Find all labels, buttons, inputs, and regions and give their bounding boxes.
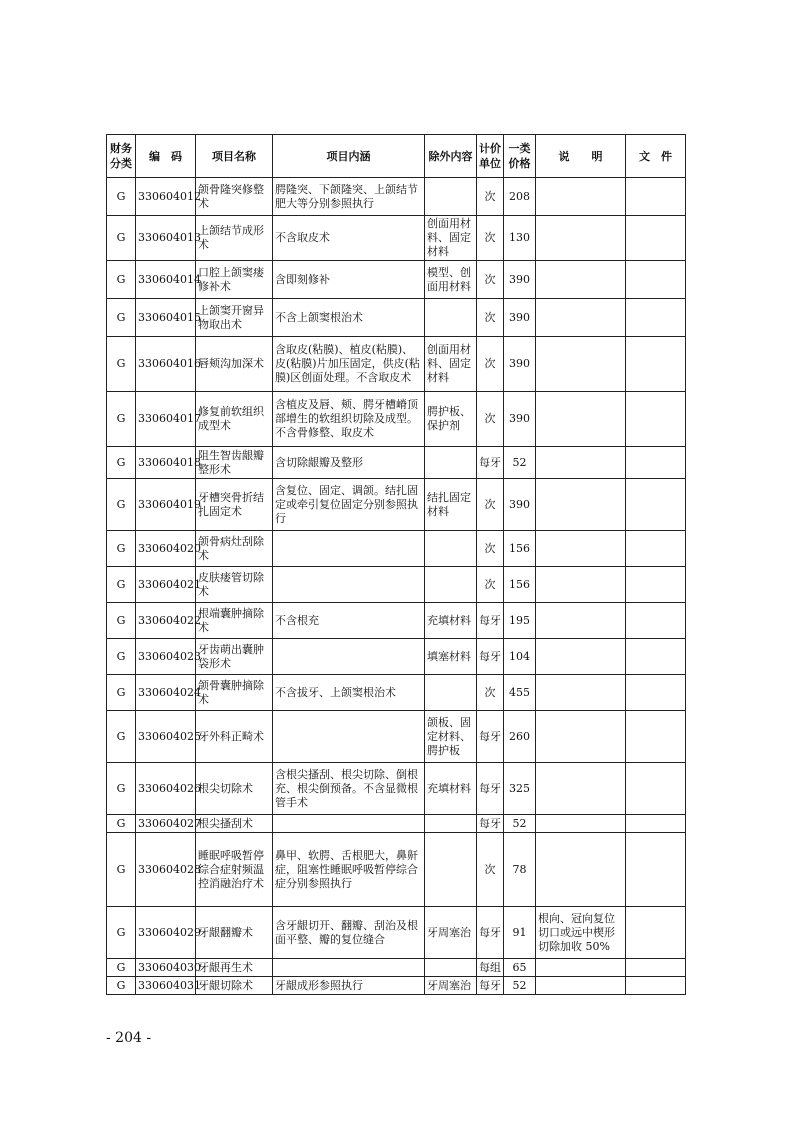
table-row xyxy=(107,216,686,261)
cell-exclusions: 充填材料 xyxy=(425,763,477,815)
cell-category: G xyxy=(107,833,136,907)
cell-code: 330604025 xyxy=(136,711,196,763)
cell-name: 阻生智齿龈瓣整形术 xyxy=(196,447,273,479)
cell-document xyxy=(626,815,686,833)
cell-code: 330604014 xyxy=(136,261,196,299)
header-category: 财务分类 xyxy=(107,135,136,178)
cell-document xyxy=(626,711,686,763)
cell-price: 390 xyxy=(504,479,536,531)
cell-exclusions: 模型、创面用材料 xyxy=(425,261,477,299)
table-row xyxy=(107,907,686,959)
cell-price: 156 xyxy=(504,531,536,567)
header-unit: 计价单位 xyxy=(477,135,504,178)
cell-unit: 每牙 xyxy=(477,977,504,995)
cell-content xyxy=(273,815,425,833)
header-notes: 说 明 xyxy=(536,135,626,178)
cell-document xyxy=(626,675,686,711)
cell-notes xyxy=(536,479,626,531)
header-code: 编 码 xyxy=(136,135,196,178)
header-row xyxy=(107,135,686,178)
price-table xyxy=(106,134,686,995)
cell-content: 不含拔牙、上颌窦根治术 xyxy=(273,675,425,711)
cell-price: 104 xyxy=(504,639,536,675)
header-content: 项目内涵 xyxy=(273,135,425,178)
cell-price: 208 xyxy=(504,178,536,216)
cell-code: 330604030 xyxy=(136,959,196,977)
cell-code: 330604019 xyxy=(136,479,196,531)
header-price: 一类价格 xyxy=(504,135,536,178)
cell-exclusions: 创面用材料、固定材料 xyxy=(425,337,477,392)
cell-exclusions xyxy=(425,567,477,603)
cell-exclusions xyxy=(425,959,477,977)
table-row xyxy=(107,178,686,216)
cell-code: 330604012 xyxy=(136,178,196,216)
cell-unit: 次 xyxy=(477,337,504,392)
cell-exclusions xyxy=(425,815,477,833)
cell-category: G xyxy=(107,959,136,977)
cell-code: 330604021 xyxy=(136,567,196,603)
cell-content: 不含上颌窦根治术 xyxy=(273,299,425,337)
header-exclusions: 除外内容 xyxy=(425,135,477,178)
table-row xyxy=(107,959,686,977)
cell-content: 不含取皮术 xyxy=(273,216,425,261)
cell-exclusions xyxy=(425,299,477,337)
cell-notes xyxy=(536,178,626,216)
cell-name: 牙龈翻瓣术 xyxy=(196,907,273,959)
cell-unit: 次 xyxy=(477,299,504,337)
cell-notes xyxy=(536,675,626,711)
cell-code: 330604013 xyxy=(136,216,196,261)
cell-notes: 根向、冠向复位切口或远中楔形切除加收 50% xyxy=(536,907,626,959)
cell-category: G xyxy=(107,178,136,216)
cell-exclusions: 颌板、固定材料、腭护板 xyxy=(425,711,477,763)
cell-unit: 每牙 xyxy=(477,639,504,675)
cell-name: 根尖搔刮术 xyxy=(196,815,273,833)
cell-document xyxy=(626,479,686,531)
table-row xyxy=(107,603,686,639)
cell-notes xyxy=(536,815,626,833)
cell-category: G xyxy=(107,977,136,995)
cell-name: 口腔上颌窦瘘修补术 xyxy=(196,261,273,299)
cell-document xyxy=(626,763,686,815)
cell-unit: 每牙 xyxy=(477,763,504,815)
cell-notes xyxy=(536,833,626,907)
cell-price: 455 xyxy=(504,675,536,711)
cell-price: 195 xyxy=(504,603,536,639)
cell-unit: 次 xyxy=(477,392,504,447)
cell-category: G xyxy=(107,337,136,392)
cell-document xyxy=(626,337,686,392)
cell-price: 52 xyxy=(504,815,536,833)
cell-name: 修复前软组织成型术 xyxy=(196,392,273,447)
cell-code: 330604024 xyxy=(136,675,196,711)
cell-code: 330604018 xyxy=(136,447,196,479)
cell-code: 330604023 xyxy=(136,639,196,675)
cell-code: 330604031 xyxy=(136,977,196,995)
cell-document xyxy=(626,531,686,567)
cell-name: 唇颊沟加深术 xyxy=(196,337,273,392)
cell-category: G xyxy=(107,603,136,639)
cell-code: 330604017 xyxy=(136,392,196,447)
table-row xyxy=(107,479,686,531)
cell-notes xyxy=(536,959,626,977)
cell-document xyxy=(626,833,686,907)
cell-category: G xyxy=(107,479,136,531)
page-number: - 204 - xyxy=(106,1030,152,1046)
cell-document xyxy=(626,261,686,299)
cell-code: 330604015 xyxy=(136,299,196,337)
cell-exclusions xyxy=(425,675,477,711)
cell-category: G xyxy=(107,711,136,763)
table-row xyxy=(107,977,686,995)
cell-name: 根尖切除术 xyxy=(196,763,273,815)
cell-name: 睡眠呼吸暂停综合症射频温控消融治疗术 xyxy=(196,833,273,907)
cell-category: G xyxy=(107,531,136,567)
cell-code: 330604026 xyxy=(136,763,196,815)
cell-notes xyxy=(536,711,626,763)
cell-content: 含根尖搔刮、根尖切除、倒根充、根尖倒预备。不含显微根管手术 xyxy=(273,763,425,815)
cell-unit: 次 xyxy=(477,216,504,261)
cell-exclusions: 充填材料 xyxy=(425,603,477,639)
cell-category: G xyxy=(107,447,136,479)
cell-exclusions: 牙周塞治 xyxy=(425,977,477,995)
header-name: 项目名称 xyxy=(196,135,273,178)
cell-unit: 次 xyxy=(477,479,504,531)
cell-notes xyxy=(536,639,626,675)
cell-content xyxy=(273,639,425,675)
cell-unit: 每牙 xyxy=(477,907,504,959)
cell-name: 牙龈切除术 xyxy=(196,977,273,995)
cell-notes xyxy=(536,763,626,815)
cell-price: 78 xyxy=(504,833,536,907)
cell-name: 牙外科正畸术 xyxy=(196,711,273,763)
table-row xyxy=(107,447,686,479)
cell-content: 含植皮及唇、颊、腭牙槽嵴顶部增生的软组织切除及成型。不含骨修整、取皮术 xyxy=(273,392,425,447)
cell-code: 330604016 xyxy=(136,337,196,392)
table-row xyxy=(107,711,686,763)
cell-price: 260 xyxy=(504,711,536,763)
cell-notes xyxy=(536,567,626,603)
cell-exclusions: 腭护板、保护剂 xyxy=(425,392,477,447)
cell-name: 上颌结节成形术 xyxy=(196,216,273,261)
cell-content: 不含根充 xyxy=(273,603,425,639)
table-row xyxy=(107,567,686,603)
cell-unit: 次 xyxy=(477,567,504,603)
cell-document xyxy=(626,977,686,995)
table-row xyxy=(107,815,686,833)
cell-content: 含即刻修补 xyxy=(273,261,425,299)
cell-exclusions: 填塞材料 xyxy=(425,639,477,675)
cell-document xyxy=(626,178,686,216)
cell-document xyxy=(626,447,686,479)
cell-code: 330604027 xyxy=(136,815,196,833)
cell-content: 腭隆突、下颌隆突、上颌结节肥大等分别参照执行 xyxy=(273,178,425,216)
table-row xyxy=(107,337,686,392)
cell-code: 330604020 xyxy=(136,531,196,567)
cell-category: G xyxy=(107,763,136,815)
cell-exclusions: 牙周塞治 xyxy=(425,907,477,959)
cell-content: 含切除龈瓣及整形 xyxy=(273,447,425,479)
cell-price: 91 xyxy=(504,907,536,959)
cell-unit: 次 xyxy=(477,178,504,216)
cell-price: 156 xyxy=(504,567,536,603)
cell-price: 325 xyxy=(504,763,536,815)
cell-code: 330604029 xyxy=(136,907,196,959)
cell-unit: 次 xyxy=(477,833,504,907)
cell-price: 52 xyxy=(504,447,536,479)
cell-notes xyxy=(536,261,626,299)
cell-name: 皮肤瘘管切除术 xyxy=(196,567,273,603)
cell-content: 含取皮(粘膜)、植皮(粘膜)、皮(粘膜)片加压固定，供皮(粘膜)区创面处理。不含取皮术 xyxy=(273,337,425,392)
cell-unit: 次 xyxy=(477,675,504,711)
cell-document xyxy=(626,392,686,447)
cell-category: G xyxy=(107,567,136,603)
cell-price: 390 xyxy=(504,337,536,392)
cell-exclusions xyxy=(425,531,477,567)
table-row xyxy=(107,639,686,675)
cell-category: G xyxy=(107,639,136,675)
cell-content: 含牙龈切开、翻瓣、刮治及根面平整、瓣的复位缝合 xyxy=(273,907,425,959)
cell-name: 根端囊肿摘除术 xyxy=(196,603,273,639)
cell-category: G xyxy=(107,907,136,959)
cell-exclusions: 创面用材料、固定材料 xyxy=(425,216,477,261)
cell-category: G xyxy=(107,815,136,833)
cell-price: 390 xyxy=(504,299,536,337)
cell-price: 65 xyxy=(504,959,536,977)
cell-name: 牙龈再生术 xyxy=(196,959,273,977)
cell-category: G xyxy=(107,675,136,711)
cell-price: 52 xyxy=(504,977,536,995)
cell-content: 鼻甲、软腭、舌根肥大，鼻鼾症，阻塞性睡眠呼吸暂停综合症分别参照执行 xyxy=(273,833,425,907)
cell-content xyxy=(273,567,425,603)
cell-notes xyxy=(536,337,626,392)
table-row xyxy=(107,833,686,907)
table-row xyxy=(107,531,686,567)
cell-exclusions xyxy=(425,178,477,216)
cell-unit: 次 xyxy=(477,261,504,299)
cell-document xyxy=(626,299,686,337)
table-row xyxy=(107,261,686,299)
header-document: 文 件 xyxy=(626,135,686,178)
cell-category: G xyxy=(107,392,136,447)
cell-notes xyxy=(536,977,626,995)
cell-notes xyxy=(536,216,626,261)
cell-unit: 每牙 xyxy=(477,447,504,479)
cell-notes xyxy=(536,531,626,567)
cell-notes xyxy=(536,299,626,337)
table-body xyxy=(107,178,686,995)
cell-unit: 每牙 xyxy=(477,815,504,833)
cell-unit: 每牙 xyxy=(477,603,504,639)
table-row xyxy=(107,299,686,337)
cell-document xyxy=(626,567,686,603)
cell-document xyxy=(626,959,686,977)
cell-unit: 每组 xyxy=(477,959,504,977)
cell-name: 颌骨囊肿摘除术 xyxy=(196,675,273,711)
cell-content: 含复位、固定、调颌。结扎固定或牵引复位固定分别参照执行 xyxy=(273,479,425,531)
cell-category: G xyxy=(107,299,136,337)
cell-name: 牙槽突骨折结扎固定术 xyxy=(196,479,273,531)
cell-document xyxy=(626,603,686,639)
cell-code: 330604022 xyxy=(136,603,196,639)
cell-exclusions xyxy=(425,447,477,479)
cell-name: 牙齿萌出囊肿袋形术 xyxy=(196,639,273,675)
cell-document xyxy=(626,216,686,261)
cell-content: 牙龈成形参照执行 xyxy=(273,977,425,995)
table-row xyxy=(107,763,686,815)
cell-price: 390 xyxy=(504,392,536,447)
cell-notes xyxy=(536,392,626,447)
cell-content xyxy=(273,531,425,567)
cell-name: 颌骨病灶刮除术 xyxy=(196,531,273,567)
cell-exclusions xyxy=(425,833,477,907)
cell-name: 颌骨隆突修整术 xyxy=(196,178,273,216)
cell-content xyxy=(273,959,425,977)
table-row xyxy=(107,392,686,447)
cell-notes xyxy=(536,447,626,479)
cell-category: G xyxy=(107,261,136,299)
cell-price: 390 xyxy=(504,261,536,299)
table-row xyxy=(107,675,686,711)
cell-price: 130 xyxy=(504,216,536,261)
cell-unit: 次 xyxy=(477,531,504,567)
cell-document xyxy=(626,639,686,675)
cell-content xyxy=(273,711,425,763)
cell-code: 330604028 xyxy=(136,833,196,907)
cell-name: 上颌窦开窗异物取出术 xyxy=(196,299,273,337)
cell-notes xyxy=(536,603,626,639)
cell-unit: 每牙 xyxy=(477,711,504,763)
cell-exclusions: 结扎固定材料 xyxy=(425,479,477,531)
cell-category: G xyxy=(107,216,136,261)
cell-document xyxy=(626,907,686,959)
